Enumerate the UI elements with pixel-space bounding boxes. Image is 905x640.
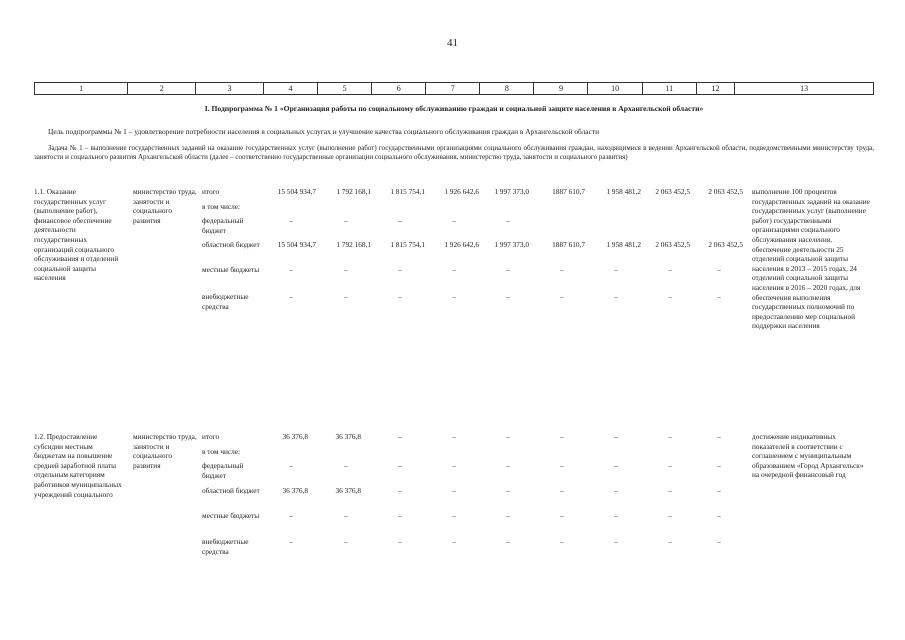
executor: министерство труда, занятости и социального развития — [133, 187, 197, 225]
amount: 1 815 754,1 — [390, 187, 425, 196]
amount: – — [398, 216, 402, 225]
amount: – — [717, 292, 721, 301]
amount: – — [560, 537, 564, 546]
amount: – — [668, 292, 672, 301]
column-number: 12 — [696, 83, 734, 95]
column-number: 10 — [588, 83, 642, 95]
amount: – — [344, 292, 348, 301]
amount: – — [668, 537, 672, 546]
amount: – — [506, 432, 510, 441]
amount: – — [452, 292, 456, 301]
column-number: 13 — [735, 83, 874, 95]
column-number: 6 — [372, 83, 426, 95]
funding-source: итого — [202, 187, 220, 196]
amount: 36 376,8 — [335, 432, 361, 441]
amount: – — [614, 265, 618, 274]
amount: – — [717, 537, 721, 546]
amount: – — [452, 461, 456, 470]
amount: 1 958 481,2 — [606, 187, 641, 196]
funding-source: федеральный бюджет — [202, 216, 244, 235]
amount: 36 376,8 — [282, 432, 308, 441]
executor: министерство труда, занятости и социального развития — [133, 432, 197, 470]
amount: – — [344, 461, 348, 470]
amount: 1 815 754,1 — [390, 240, 425, 249]
amount: – — [452, 216, 456, 225]
amount: – — [717, 461, 721, 470]
amount: – — [452, 432, 456, 441]
column-number: 7 — [426, 83, 480, 95]
amount: – — [289, 537, 293, 546]
amount: – — [452, 537, 456, 546]
amount: – — [560, 292, 564, 301]
funding-source: местные бюджеты — [202, 265, 260, 274]
amount: – — [506, 265, 510, 274]
amount: – — [614, 292, 618, 301]
funding-source: внебюджетные средства — [202, 537, 249, 556]
activity-name: 1.1. Оказание государственных услуг (выполнение работ), финансовое обеспечение деятельности государственных организаций социального обслуживания и отделений социальной защиты населения — [34, 187, 119, 283]
page-number: 41 — [447, 37, 458, 49]
amount: – — [614, 432, 618, 441]
funding-source: итого — [202, 432, 220, 441]
amount: – — [506, 511, 510, 520]
amount: – — [289, 461, 293, 470]
amount: 15 504 934,7 — [277, 240, 316, 249]
amount: 2 063 452,5 — [655, 240, 690, 249]
column-number: 8 — [480, 83, 534, 95]
amount: – — [398, 432, 402, 441]
column-number: 2 — [128, 83, 196, 95]
amount: – — [560, 511, 564, 520]
amount: – — [506, 537, 510, 546]
funding-source: областной бюджет — [202, 486, 260, 495]
amount: – — [717, 486, 721, 495]
amount: – — [668, 265, 672, 274]
column-number: 5 — [318, 83, 372, 95]
amount: – — [344, 537, 348, 546]
amount: – — [614, 537, 618, 546]
amount: – — [560, 486, 564, 495]
amount: 15 504 934,7 — [277, 187, 316, 196]
amount: – — [506, 486, 510, 495]
amount: – — [560, 461, 564, 470]
amount: – — [452, 486, 456, 495]
amount: – — [717, 265, 721, 274]
column-number-header — [34, 82, 874, 95]
amount: – — [614, 461, 618, 470]
amount: – — [506, 216, 510, 225]
column-number: 4 — [264, 83, 318, 95]
amount: – — [398, 461, 402, 470]
activity-name: 1.2. Предоставление субсидии местным бюджетам на повышение средней заработной платы отдельным категориям работников муниципальных учреждений социального — [34, 432, 122, 499]
funding-source: внебюджетные средства — [202, 292, 249, 311]
section-title: I. Подпрограмма № 1 «Организация работы по социальному обслуживанию граждан и социальной защите населения в Архангельской области» — [204, 104, 704, 113]
amount: – — [398, 537, 402, 546]
amount: – — [668, 432, 672, 441]
amount: – — [289, 265, 293, 274]
amount: – — [398, 265, 402, 274]
amount: – — [344, 265, 348, 274]
expected-result: выполнение 100 процентов государственных заданий на оказание государственных услуг (выполнение работ) государственными организациями социального обслуживания населения, обеспечение деятельности 25 отделений социальной защиты населения в 2013 – 2015 годах, 24 отделений социальной защиты населения в 2016 – 2020 годах, для обеспечения выполнения государственных полномочий по предоставлению мер социальной поддержки населения — [752, 187, 870, 331]
amount: 2 063 452,5 — [708, 240, 743, 249]
amount: – — [398, 486, 402, 495]
funding-source: в том числе: — [202, 202, 241, 211]
amount: – — [398, 511, 402, 520]
amount: – — [614, 486, 618, 495]
amount: 1 926 642,6 — [444, 240, 479, 249]
amount: – — [668, 486, 672, 495]
amount: – — [398, 292, 402, 301]
amount: – — [506, 461, 510, 470]
amount: 1 958 481,2 — [606, 240, 641, 249]
funding-source: местные бюджеты — [202, 511, 260, 520]
column-number: 9 — [534, 83, 588, 95]
amount: – — [289, 292, 293, 301]
amount: – — [452, 265, 456, 274]
amount: – — [560, 265, 564, 274]
funding-source: в том числе: — [202, 447, 241, 456]
amount: 2 063 452,5 — [708, 187, 743, 196]
amount: – — [614, 511, 618, 520]
column-number: 11 — [642, 83, 696, 95]
column-number: 3 — [196, 83, 264, 95]
amount: 1 926 642,6 — [444, 187, 479, 196]
amount: 1 792 168,1 — [336, 187, 371, 196]
amount: 2 063 452,5 — [655, 187, 690, 196]
column-number: 1 — [35, 83, 128, 95]
amount: 1887 610,7 — [552, 240, 585, 249]
amount: – — [344, 216, 348, 225]
expected-result: достижение индикативных показателей в соответствии с соглашением с муниципальным образованием «Город Архангельск» на очередной финансовый год — [752, 432, 864, 480]
amount: – — [717, 432, 721, 441]
amount: – — [506, 292, 510, 301]
amount: – — [289, 216, 293, 225]
amount: – — [717, 511, 721, 520]
amount: – — [560, 432, 564, 441]
amount: 1 792 168,1 — [336, 240, 371, 249]
amount: 1887 610,7 — [552, 187, 585, 196]
amount: – — [344, 511, 348, 520]
amount: – — [668, 511, 672, 520]
program-goal: Цель подпрограммы № 1 – удовлетворение потребности населения в социальных услугах и улучшение качества социального обслуживания граждан в Архангельской области — [48, 127, 600, 136]
amount: – — [668, 461, 672, 470]
amount: 1 997 373,0 — [494, 240, 529, 249]
funding-source: федеральный бюджет — [202, 461, 244, 480]
funding-source: областной бюджет — [202, 240, 260, 249]
amount: 36 376,8 — [335, 486, 361, 495]
amount: 1 997 373,0 — [494, 187, 529, 196]
amount: – — [452, 511, 456, 520]
amount: 36 376,8 — [282, 486, 308, 495]
amount: – — [289, 511, 293, 520]
program-task: Задача № 1 – выполнение государственных заданий на оказание государственных услуг (выполнение работ) государственными организациями социального обслуживания граждан, находящимися в ведении Архангельской области, подведомственными министерству труда, занятости и социального развития Архангельской области (далее – соответственно государственные организации социального обслуживания, министерство труда, занятости и социального развития) — [34, 144, 874, 161]
